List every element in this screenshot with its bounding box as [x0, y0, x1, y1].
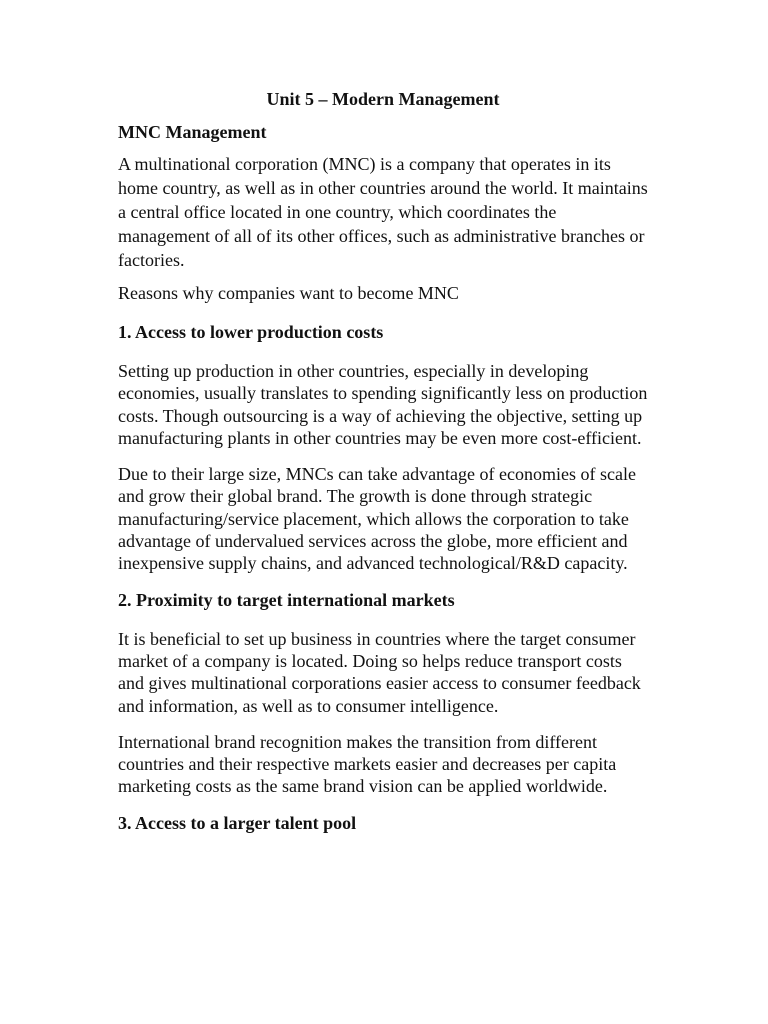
reason-2-paragraph-2: International brand recognition makes the transition from different countries and their respective markets easier and decreases per capita marketing costs as the same brand vision can be applied worldwide.: [118, 731, 617, 797]
document-title: Unit 5 – Modern Management: [266, 89, 500, 109]
reason-2-paragraph-1: It is beneficial to set up business in countries where the target consumer market of a company is located. Doing so helps reduce transport costs and gives multinational corporations easier access to consumer feedback and information, as well as to consumer intelligence.: [118, 628, 641, 716]
reason-1-paragraph-1: Setting up production in other countries, especially in developing economies, usually translates to spending significantly less on production costs. Though outsourcing is a way of achieving the objective, setting up manufacturing plants in other countries may be even more cost-efficient.: [118, 361, 648, 448]
document-body: [118, 88, 648, 851]
reason-heading-3: 3. Access to a larger talent pool: [118, 812, 357, 833]
section-heading: MNC Management: [118, 122, 267, 142]
intro-paragraph: A multinational corporation (MNC) is a company that operates in its home country, as well as in other countries around the world. It maintains a central office located in one country, which coordinates the management of all of its other offices, such as administrative branches or factories.: [118, 154, 648, 270]
reason-heading-1: 1. Access to lower production costs: [118, 322, 384, 342]
reason-heading-2: 2. Proximity to target international markets: [118, 589, 455, 610]
reason-1-paragraph-2: Due to their large size, MNCs can take advantage of economies of scale and grow their global brand. The growth is done through strategic manufacturing/service placement, which allows the corporation to take advantage of undervalued services across the globe, more efficient and inexpensive supply chains, and advanced technological/R&D capacity.: [118, 464, 636, 574]
reasons-intro: Reasons why companies want to become MNC: [118, 283, 459, 303]
